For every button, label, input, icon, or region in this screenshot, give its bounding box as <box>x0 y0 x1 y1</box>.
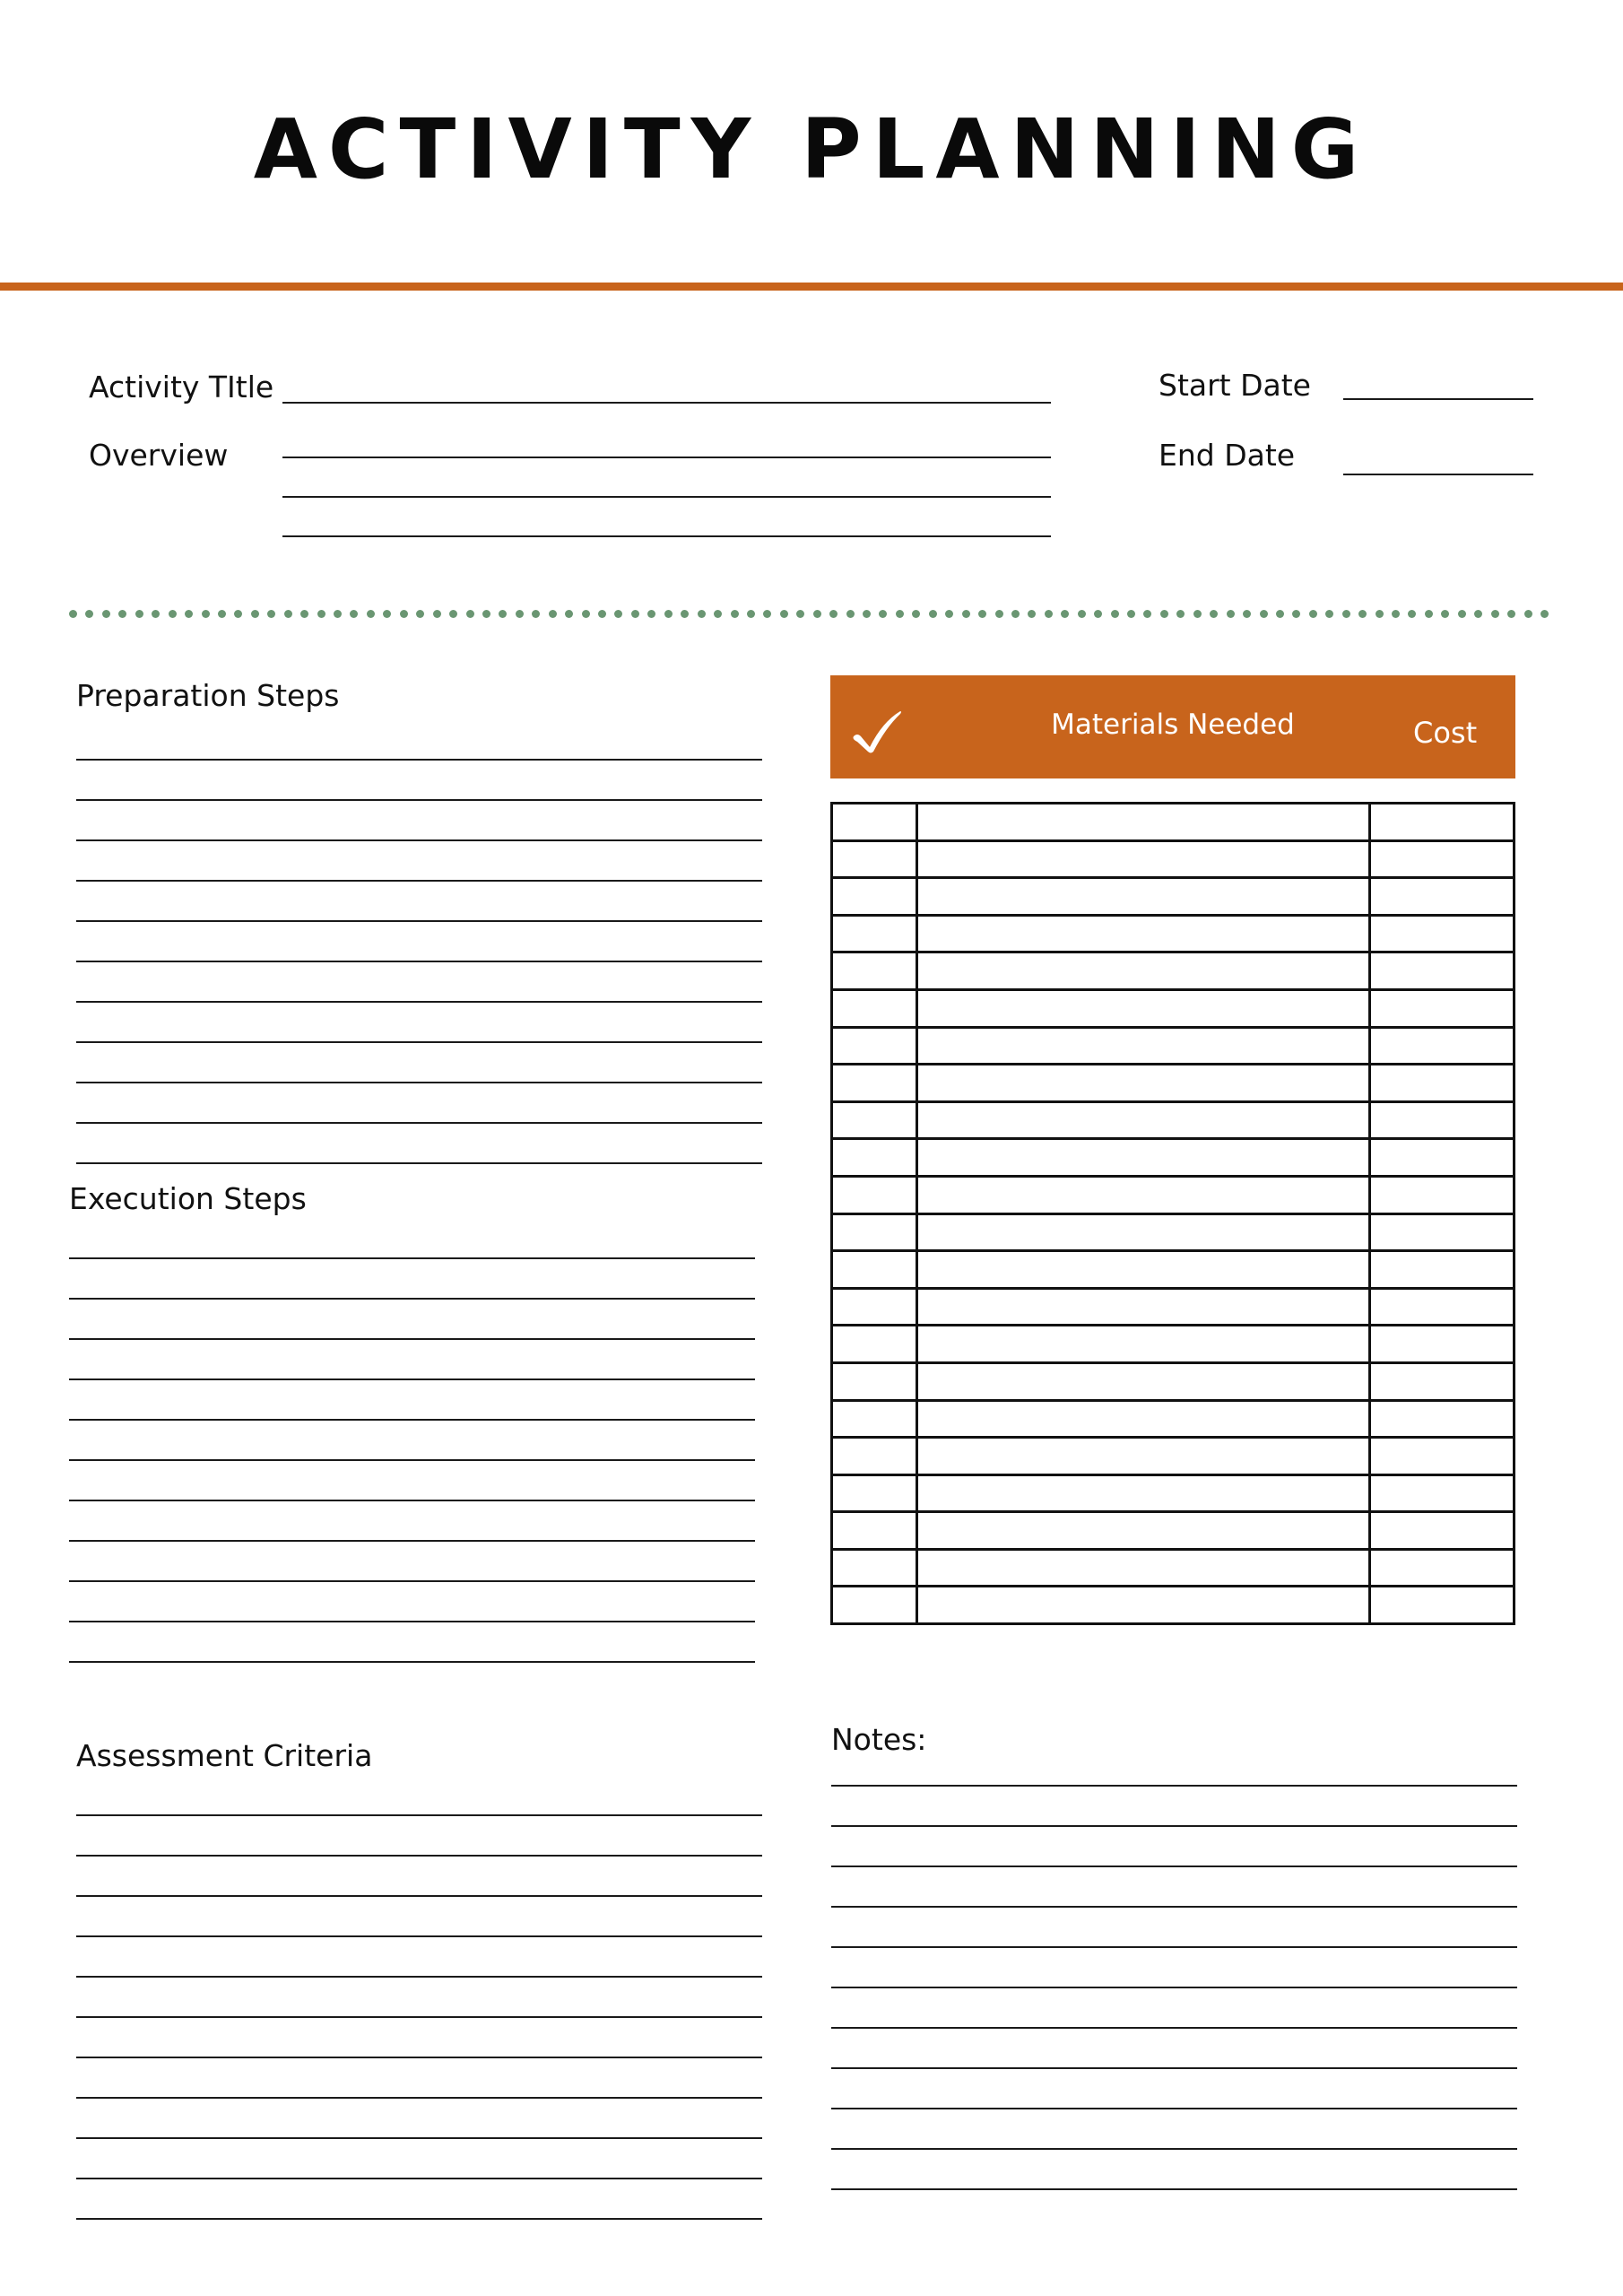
check-cell[interactable] <box>832 1027 917 1065</box>
separator-dot <box>1260 610 1268 618</box>
check-cell[interactable] <box>832 1176 917 1213</box>
materials-row <box>832 989 1515 1027</box>
cost-heading: Cost <box>1413 716 1478 750</box>
execution-step-line[interactable] <box>69 1340 755 1380</box>
check-cell[interactable] <box>832 1512 917 1550</box>
preparation-step-line[interactable] <box>76 720 762 761</box>
separator-dot <box>731 610 739 618</box>
separator-dot <box>631 610 639 618</box>
materials-row <box>832 1362 1515 1400</box>
material-cell[interactable] <box>917 1362 1370 1400</box>
materials-row <box>832 1474 1515 1512</box>
assessment-criteria-line[interactable] <box>76 1776 762 1816</box>
materials-row <box>832 1549 1515 1587</box>
separator-dot <box>1127 610 1135 618</box>
materials-row <box>832 1438 1515 1475</box>
separator-dot <box>1441 610 1449 618</box>
preparation-step-line[interactable] <box>76 1124 762 1164</box>
cost-cell[interactable] <box>1370 1512 1515 1550</box>
execution-step-line[interactable] <box>69 1542 755 1582</box>
execution-step-line[interactable] <box>69 1461 755 1501</box>
material-cell[interactable] <box>917 952 1370 990</box>
check-cell[interactable] <box>832 1251 917 1289</box>
separator-dot <box>796 610 804 618</box>
separator-dot <box>614 610 622 618</box>
separator-dot <box>978 610 986 618</box>
cost-cell[interactable] <box>1370 878 1515 916</box>
separator-dot <box>1458 610 1466 618</box>
page-title: ACTIVITY PLANNING <box>253 101 1370 197</box>
material-cell[interactable] <box>917 1213 1370 1251</box>
cost-cell[interactable] <box>1370 1326 1515 1363</box>
separator-dot <box>152 610 160 618</box>
materials-row <box>832 1288 1515 1326</box>
execution-step-line[interactable] <box>69 1622 755 1663</box>
cost-cell[interactable] <box>1370 1438 1515 1475</box>
materials-row <box>832 1065 1515 1102</box>
check-cell[interactable] <box>832 1065 917 1102</box>
separator-dot <box>1243 610 1251 618</box>
separator-dot <box>1507 610 1515 618</box>
separator-dot <box>400 610 408 618</box>
separator-dot <box>1491 610 1499 618</box>
material-cell[interactable] <box>917 840 1370 878</box>
start-date-label: Start Date <box>1159 368 1311 403</box>
separator-dot <box>929 610 937 618</box>
start-date-field[interactable] <box>1343 366 1533 400</box>
separator-dot <box>598 610 606 618</box>
assessment-criteria-line[interactable] <box>76 2018 762 2058</box>
preparation-step-line[interactable] <box>76 922 762 962</box>
separator-dot <box>1061 610 1069 618</box>
separator-dot <box>251 610 259 618</box>
separator-dot <box>1292 610 1300 618</box>
cost-cell[interactable] <box>1370 840 1515 878</box>
materials-header <box>830 675 1515 778</box>
cost-cell[interactable] <box>1370 952 1515 990</box>
separator-dot <box>1376 610 1384 618</box>
separator-dot <box>1193 610 1202 618</box>
end-date-label: End Date <box>1159 438 1296 473</box>
separator-dot <box>1143 610 1151 618</box>
materials-row <box>832 804 1515 841</box>
activity-title-field[interactable] <box>282 370 1051 404</box>
separator-dot <box>267 610 275 618</box>
cost-cell[interactable] <box>1370 915 1515 952</box>
separator-dot <box>714 610 722 618</box>
separator-dot <box>664 610 673 618</box>
end-date-field[interactable] <box>1343 441 1533 475</box>
check-cell[interactable] <box>832 804 917 841</box>
separator-dot <box>1392 610 1400 618</box>
cost-cell[interactable] <box>1370 1587 1515 1624</box>
execution-steps-heading: Execution Steps <box>69 1181 307 1216</box>
material-cell[interactable] <box>917 1549 1370 1587</box>
cost-cell[interactable] <box>1370 1288 1515 1326</box>
preparation-steps-heading: Preparation Steps <box>76 678 340 713</box>
check-cell[interactable] <box>832 915 917 952</box>
materials-table <box>830 802 1515 1625</box>
separator-dot <box>185 610 193 618</box>
separator-dot <box>912 610 920 618</box>
separator-dot <box>300 610 308 618</box>
separator-dot <box>466 610 474 618</box>
separator-dot <box>1425 610 1433 618</box>
execution-step-line[interactable] <box>69 1421 755 1461</box>
check-cell[interactable] <box>832 1326 917 1363</box>
separator-dot <box>1358 610 1367 618</box>
assessment-criteria-line[interactable] <box>76 2179 762 2220</box>
separator-dot <box>1078 610 1086 618</box>
check-cell[interactable] <box>832 1549 917 1587</box>
material-cell[interactable] <box>917 1065 1370 1102</box>
separator-dot <box>813 610 821 618</box>
assessment-criteria-line[interactable] <box>76 1978 762 2018</box>
preparation-step-line[interactable] <box>76 1083 762 1124</box>
separator-dot <box>202 610 210 618</box>
material-cell[interactable] <box>917 1101 1370 1139</box>
overview-field-line-1[interactable] <box>282 424 1051 458</box>
cost-cell[interactable] <box>1370 804 1515 841</box>
separator-dot <box>647 610 655 618</box>
overview-label: Overview <box>89 438 229 473</box>
materials-row <box>832 878 1515 916</box>
material-cell[interactable] <box>917 1474 1370 1512</box>
materials-row <box>832 1101 1515 1139</box>
check-cell[interactable] <box>832 1288 917 1326</box>
separator-dot <box>829 610 838 618</box>
check-cell[interactable] <box>832 1362 917 1400</box>
separator-dot <box>763 610 771 618</box>
separator-dot <box>1210 610 1218 618</box>
execution-step-line[interactable] <box>69 1219 755 1259</box>
separator-dot <box>218 610 226 618</box>
separator-dot <box>1524 610 1532 618</box>
cost-cell[interactable] <box>1370 1176 1515 1213</box>
preparation-step-line[interactable] <box>76 761 762 801</box>
materials-row <box>832 1587 1515 1624</box>
notes-line[interactable] <box>831 1908 1517 1948</box>
material-cell[interactable] <box>917 1400 1370 1438</box>
separator-dot <box>1176 610 1185 618</box>
separator-dot <box>1045 610 1053 618</box>
accent-divider <box>0 283 1623 291</box>
material-cell[interactable] <box>917 878 1370 916</box>
separator-dot <box>1325 610 1333 618</box>
notes-heading: Notes: <box>831 1722 927 1757</box>
cost-cell[interactable] <box>1370 1400 1515 1438</box>
preparation-step-line[interactable] <box>76 841 762 882</box>
notes-line[interactable] <box>831 2109 1517 2150</box>
separator-dot <box>234 610 242 618</box>
separator-dot <box>135 610 143 618</box>
materials-row <box>832 1213 1515 1251</box>
execution-step-line[interactable] <box>69 1259 755 1300</box>
separator-dot <box>846 610 855 618</box>
separator-dot <box>317 610 325 618</box>
notes-line[interactable] <box>831 2029 1517 2069</box>
check-cell[interactable] <box>832 878 917 916</box>
separator-dot <box>69 610 77 618</box>
check-cell[interactable] <box>832 952 917 990</box>
separator-dot <box>1541 610 1549 618</box>
separator-dot <box>383 610 391 618</box>
preparation-step-line[interactable] <box>76 962 762 1003</box>
material-cell[interactable] <box>917 804 1370 841</box>
cost-cell[interactable] <box>1370 1362 1515 1400</box>
materials-row <box>832 952 1515 990</box>
separator-dot <box>962 610 970 618</box>
preparation-step-line[interactable] <box>76 882 762 922</box>
notes-line[interactable] <box>831 2150 1517 2190</box>
materials-row <box>832 1027 1515 1065</box>
material-cell[interactable] <box>917 1176 1370 1213</box>
check-cell[interactable] <box>832 840 917 878</box>
notes-line[interactable] <box>831 1988 1517 2029</box>
material-cell[interactable] <box>917 1251 1370 1289</box>
separator-dot <box>549 610 557 618</box>
material-cell[interactable] <box>917 1512 1370 1550</box>
material-cell[interactable] <box>917 989 1370 1027</box>
separator-dot <box>1276 610 1284 618</box>
assessment-criteria-line[interactable] <box>76 2058 762 2099</box>
materials-row <box>832 1400 1515 1438</box>
cost-cell[interactable] <box>1370 1549 1515 1587</box>
execution-step-line[interactable] <box>69 1300 755 1340</box>
separator-dot <box>1342 610 1350 618</box>
check-cell[interactable] <box>832 1474 917 1512</box>
separator-dot <box>499 610 507 618</box>
assessment-criteria-line[interactable] <box>76 2099 762 2139</box>
notes-line[interactable] <box>831 1948 1517 1988</box>
separator-dot <box>118 610 126 618</box>
separator-dot <box>863 610 871 618</box>
notes-line[interactable] <box>831 1827 1517 1867</box>
material-cell[interactable] <box>917 1438 1370 1475</box>
separator-dot <box>1028 610 1036 618</box>
check-cell[interactable] <box>832 1438 917 1475</box>
materials-row <box>832 1512 1515 1550</box>
separator-dot <box>1160 610 1168 618</box>
check-cell[interactable] <box>832 989 917 1027</box>
assessment-criteria-line[interactable] <box>76 2139 762 2179</box>
materials-row <box>832 1251 1515 1289</box>
separator-dot <box>367 610 375 618</box>
separator-dot <box>1474 610 1482 618</box>
separator-dot <box>482 610 490 618</box>
separator-dot <box>532 610 540 618</box>
materials-needed-heading: Materials Needed <box>1051 709 1295 741</box>
notes-line[interactable] <box>831 2069 1517 2109</box>
separator-dot <box>433 610 441 618</box>
separator-dot <box>416 610 424 618</box>
check-cell[interactable] <box>832 1139 917 1177</box>
assessment-criteria-line[interactable] <box>76 1857 762 1897</box>
separator-dot <box>1111 610 1119 618</box>
dotted-separator <box>69 610 1549 618</box>
materials-row <box>832 1326 1515 1363</box>
cost-cell[interactable] <box>1370 989 1515 1027</box>
cost-cell[interactable] <box>1370 1213 1515 1251</box>
separator-dot <box>698 610 706 618</box>
assessment-criteria-heading: Assessment Criteria <box>76 1738 373 1773</box>
preparation-step-line[interactable] <box>76 1003 762 1043</box>
cost-cell[interactable] <box>1370 1474 1515 1512</box>
separator-dot <box>1309 610 1317 618</box>
separator-dot <box>995 610 1003 618</box>
notes-line[interactable] <box>831 1867 1517 1908</box>
separator-dot <box>1408 610 1416 618</box>
separator-dot <box>1227 610 1235 618</box>
separator-dot <box>169 610 177 618</box>
material-cell[interactable] <box>917 1587 1370 1624</box>
activity-title-label: Activity TItle <box>89 370 274 404</box>
execution-step-line[interactable] <box>69 1380 755 1421</box>
separator-dot <box>85 610 93 618</box>
notes-line[interactable] <box>831 1746 1517 1787</box>
preparation-step-line[interactable] <box>76 1043 762 1083</box>
overview-field-line-2[interactable] <box>282 464 1051 498</box>
material-cell[interactable] <box>917 1326 1370 1363</box>
materials-row <box>832 1139 1515 1177</box>
check-cell[interactable] <box>832 1213 917 1251</box>
separator-dot <box>284 610 292 618</box>
separator-dot <box>945 610 953 618</box>
overview-field-line-3[interactable] <box>282 503 1051 537</box>
assessment-criteria-line[interactable] <box>76 1816 762 1857</box>
check-cell[interactable] <box>832 1587 917 1624</box>
materials-row <box>832 915 1515 952</box>
cost-cell[interactable] <box>1370 1251 1515 1289</box>
cost-cell[interactable] <box>1370 1027 1515 1065</box>
separator-dot <box>780 610 788 618</box>
cost-cell[interactable] <box>1370 1101 1515 1139</box>
separator-dot <box>565 610 573 618</box>
separator-dot <box>449 610 457 618</box>
separator-dot <box>879 610 887 618</box>
cost-cell[interactable] <box>1370 1139 1515 1177</box>
assessment-criteria-line[interactable] <box>76 1937 762 1978</box>
material-cell[interactable] <box>917 915 1370 952</box>
separator-dot <box>747 610 755 618</box>
separator-dot <box>1011 610 1020 618</box>
separator-dot <box>334 610 342 618</box>
cost-cell[interactable] <box>1370 1065 1515 1102</box>
material-cell[interactable] <box>917 1027 1370 1065</box>
notes-line[interactable] <box>831 1787 1517 1827</box>
materials-row <box>832 1176 1515 1213</box>
check-cell[interactable] <box>832 1400 917 1438</box>
material-cell[interactable] <box>917 1139 1370 1177</box>
separator-dot <box>681 610 689 618</box>
check-cell[interactable] <box>832 1101 917 1139</box>
assessment-criteria-line[interactable] <box>76 1897 762 1937</box>
material-cell[interactable] <box>917 1288 1370 1326</box>
separator-dot <box>350 610 358 618</box>
separator-dot <box>896 610 904 618</box>
separator-dot <box>582 610 590 618</box>
materials-row <box>832 840 1515 878</box>
separator-dot <box>102 610 110 618</box>
separator-dot <box>516 610 524 618</box>
execution-step-line[interactable] <box>69 1501 755 1542</box>
separator-dot <box>1094 610 1102 618</box>
execution-step-line[interactable] <box>69 1582 755 1622</box>
preparation-step-line[interactable] <box>76 801 762 841</box>
